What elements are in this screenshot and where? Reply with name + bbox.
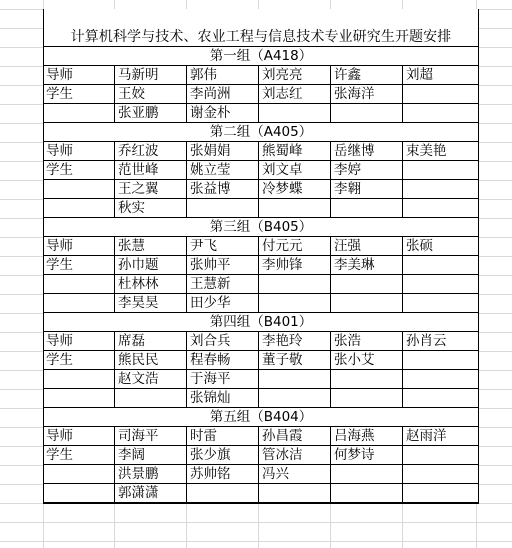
name-cell[interactable]: 张益博: [187, 180, 259, 198]
row-label-cell[interactable]: [44, 370, 115, 388]
name-cell[interactable]: 王慧新: [187, 275, 259, 293]
name-cell[interactable]: 汪强: [331, 237, 403, 255]
name-cell[interactable]: 张亚鹏: [115, 104, 187, 122]
name-cell[interactable]: 王之翼: [115, 180, 187, 198]
row-label-cell[interactable]: 导师: [44, 142, 115, 160]
name-cell[interactable]: 李阔: [115, 446, 187, 464]
table-row: [44, 465, 478, 484]
name-cell[interactable]: [403, 199, 478, 217]
name-cell[interactable]: 乔红波: [115, 142, 187, 160]
name-cell[interactable]: [331, 484, 403, 502]
name-cell[interactable]: [403, 294, 478, 312]
name-cell[interactable]: 李婷: [331, 161, 403, 179]
name-cell[interactable]: [259, 275, 331, 293]
name-cell[interactable]: 张浩: [331, 332, 403, 350]
name-cell[interactable]: 刘合兵: [187, 332, 259, 350]
name-cell[interactable]: 席磊: [115, 332, 187, 350]
name-cell[interactable]: 束美艳: [406, 143, 447, 159]
name-cell[interactable]: [259, 389, 331, 407]
name-cell[interactable]: 杜林林: [115, 275, 187, 293]
table-row: [44, 389, 478, 408]
table-row: [44, 484, 478, 503]
name-cell[interactable]: 田少华: [187, 294, 259, 312]
name-cell[interactable]: 郭潇潇: [115, 484, 187, 502]
name-cell[interactable]: 张海洋: [331, 85, 403, 103]
table-row: [44, 332, 478, 351]
name-cell[interactable]: [403, 370, 478, 388]
name-cell[interactable]: [403, 351, 478, 369]
name-cell[interactable]: 马新明: [115, 66, 187, 84]
table-row: [44, 66, 478, 85]
name-cell[interactable]: [403, 256, 478, 274]
name-cell[interactable]: 管冰洁: [259, 446, 331, 464]
name-cell[interactable]: 孙昌霞: [259, 427, 331, 445]
name-cell[interactable]: 刘超: [406, 67, 433, 83]
name-cell[interactable]: 张慧: [115, 237, 187, 255]
name-cell[interactable]: [331, 370, 403, 388]
group-heading[interactable]: 第一组（A418）: [44, 47, 478, 66]
name-cell[interactable]: [403, 104, 478, 122]
table-row: [44, 85, 478, 104]
name-cell[interactable]: 熊蜀峰: [259, 142, 331, 160]
name-cell[interactable]: 李翱: [331, 180, 403, 198]
name-cell[interactable]: 何梦诗: [331, 446, 403, 464]
group-heading[interactable]: 第五组（B404）: [44, 408, 478, 427]
name-cell[interactable]: 郭伟: [187, 66, 259, 84]
name-cell[interactable]: 吕海燕: [331, 427, 403, 445]
row-label-cell[interactable]: [44, 465, 115, 483]
name-cell[interactable]: 苏帅铭: [187, 465, 259, 483]
table-row: [44, 446, 478, 465]
name-cell[interactable]: 司海平: [115, 427, 187, 445]
name-cell[interactable]: 熊民民: [115, 351, 187, 369]
name-cell[interactable]: [403, 446, 478, 464]
table-row: [44, 256, 478, 275]
table-row: [44, 427, 478, 446]
schedule-table: [43, 9, 479, 504]
table-row: [44, 351, 478, 370]
table-row: [44, 199, 478, 218]
name-cell[interactable]: 张锦灿: [187, 389, 259, 407]
name-cell[interactable]: 于海平: [187, 370, 259, 388]
name-cell[interactable]: 李艳玲: [259, 332, 331, 350]
name-cell[interactable]: 张少旗: [187, 446, 259, 464]
name-cell[interactable]: 许鑫: [331, 66, 403, 84]
name-cell[interactable]: [331, 465, 403, 483]
name-cell[interactable]: [331, 389, 403, 407]
name-cell[interactable]: [187, 199, 259, 217]
name-cell[interactable]: [187, 484, 259, 502]
name-cell[interactable]: [331, 104, 403, 122]
table-row: [44, 370, 478, 389]
name-cell[interactable]: 孙巾题: [115, 256, 187, 274]
group-heading[interactable]: 第四组（B401）: [44, 313, 478, 332]
row-label-cell[interactable]: 导师: [44, 427, 115, 445]
row-label-cell[interactable]: 导师: [44, 332, 115, 350]
name-cell[interactable]: 岳继博: [331, 142, 403, 160]
name-cell[interactable]: [403, 389, 478, 407]
name-cell[interactable]: [331, 199, 403, 217]
name-cell[interactable]: 董子敬: [259, 351, 331, 369]
grid-line: [0, 541, 512, 542]
name-cell[interactable]: [115, 389, 187, 407]
name-cell[interactable]: 赵文浩: [115, 370, 187, 388]
name-cell[interactable]: 张小艾: [331, 351, 403, 369]
name-cell[interactable]: 时雷: [187, 427, 259, 445]
table-row: [44, 161, 478, 180]
name-cell[interactable]: [259, 199, 331, 217]
name-cell[interactable]: 李美琳: [331, 256, 403, 274]
name-cell[interactable]: 李帅锋: [259, 256, 331, 274]
name-cell[interactable]: 刘志红: [259, 85, 331, 103]
row-label-cell[interactable]: [44, 294, 115, 312]
table-row: [44, 294, 478, 313]
name-cell[interactable]: 王姣: [115, 85, 187, 103]
name-cell[interactable]: 冯兴: [259, 465, 331, 483]
table-row: [44, 142, 478, 161]
row-label-cell[interactable]: 学生: [44, 256, 115, 274]
name-cell[interactable]: [259, 370, 331, 388]
name-cell[interactable]: [259, 104, 331, 122]
name-cell[interactable]: 刘文卓: [259, 161, 331, 179]
name-cell[interactable]: [259, 484, 331, 502]
name-cell[interactable]: 洪景鹏: [115, 465, 187, 483]
name-cell[interactable]: 冷梦蝶: [259, 180, 331, 198]
row-label-cell[interactable]: 学生: [44, 446, 115, 464]
name-cell[interactable]: 李昊昊: [115, 294, 187, 312]
table-row: [44, 180, 478, 199]
row-label-cell[interactable]: [44, 484, 115, 502]
group-heading[interactable]: 第三组（B405）: [44, 218, 478, 237]
row-label-cell[interactable]: 学生: [44, 85, 115, 103]
name-cell[interactable]: [403, 85, 478, 103]
name-cell[interactable]: 张娟娟: [187, 142, 259, 160]
row-label-cell[interactable]: 学生: [44, 161, 115, 179]
name-cell[interactable]: 尹飞: [187, 237, 259, 255]
name-cell[interactable]: [403, 180, 478, 198]
name-cell[interactable]: 程春畅: [187, 351, 259, 369]
grid-line: [0, 522, 512, 523]
row-label-cell[interactable]: [44, 180, 115, 198]
name-cell[interactable]: 姚立莹: [187, 161, 259, 179]
name-cell[interactable]: 秋实: [115, 199, 187, 217]
name-cell[interactable]: 付元元: [259, 237, 331, 255]
name-cell[interactable]: 孙肖云: [406, 333, 447, 349]
name-cell[interactable]: 张帅平: [187, 256, 259, 274]
name-cell[interactable]: 张硕: [406, 238, 433, 254]
name-cell[interactable]: [403, 484, 478, 502]
name-cell[interactable]: 刘亮亮: [259, 66, 331, 84]
name-cell[interactable]: 范世峰: [115, 161, 187, 179]
table-row: [44, 237, 478, 256]
row-label-cell[interactable]: [44, 199, 115, 217]
name-cell[interactable]: [403, 275, 478, 293]
name-cell[interactable]: [403, 161, 478, 179]
row-label-cell[interactable]: [44, 275, 115, 293]
name-cell[interactable]: [259, 294, 331, 312]
name-cell[interactable]: 赵雨洋: [406, 428, 447, 444]
name-cell[interactable]: 李尚洲: [187, 85, 259, 103]
sheet-title: 计算机科学与技术、农业工程与信息技术专业研究生开题安排: [44, 9, 478, 47]
table-row: [44, 275, 478, 294]
name-cell[interactable]: [331, 275, 403, 293]
group-heading[interactable]: 第二组（A405）: [44, 123, 478, 142]
table-row: [44, 104, 478, 123]
row-label-cell[interactable]: 导师: [44, 237, 115, 255]
name-cell[interactable]: 谢金朴: [187, 104, 259, 122]
name-cell[interactable]: [331, 294, 403, 312]
row-label-cell[interactable]: 导师: [44, 66, 115, 84]
name-cell[interactable]: [403, 465, 478, 483]
row-label-cell[interactable]: [44, 104, 115, 122]
row-label-cell[interactable]: 学生: [44, 351, 115, 369]
row-label-cell[interactable]: [44, 389, 115, 407]
